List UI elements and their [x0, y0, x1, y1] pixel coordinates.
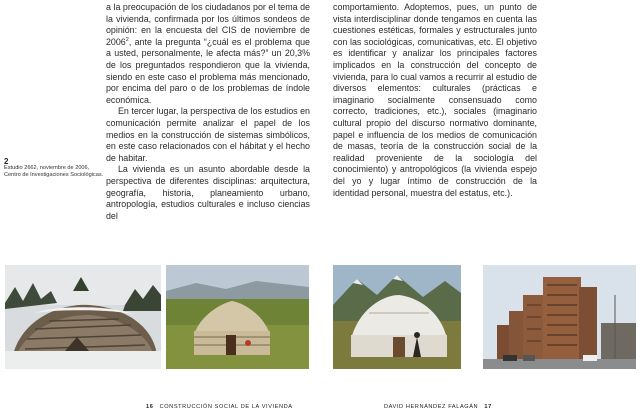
photo-apartment-blocks	[483, 265, 636, 369]
footnote-number: 2	[4, 157, 9, 166]
footer-right	[384, 404, 496, 410]
footnote-ref[interactable]: 2	[125, 36, 129, 43]
mountain-yurt-image	[333, 265, 461, 369]
paragraph-2: En tercer lugar, la perspectiva de los estudios en comunicación permite analizar el papel de los medios en la construcción de sistemas simbólicos, en este caso relacionados con el hábitat y el hecho de habitar.	[106, 106, 310, 163]
steppe-yurt-image	[166, 265, 309, 369]
page-number-right: 17	[484, 404, 492, 410]
photo-steppe-yurt	[166, 265, 309, 369]
paragraph-4: comportamiento. Adoptemos, pues, un punto de vista interdisciplinar donde tengamos en cuenta las cuestiones estéticas, formales y estructurales junto con las sociológicas, comunicativas, etc. El objetivo es identificar y analizar los principales factores implicados en la construcción del concepto de vivienda, para lo cual vamos a recurrir al estudio de diversos elementos: culturales (prácticas e imaginario socialmente consensuado como correcto, tradiciones, etc.), sociales (imaginario cultural propio del discurso normativo dominante, papel e influencia de los medios de comunicación de masas, teoría de la construcción social de la realidad proveniente de la sociología del conocimiento) y antropológicos (la vivienda espejo del yo y lugar íntimo de construcción de la identidad personal, muestra del estatus, etc.).	[333, 2, 537, 198]
snow-hut-image	[5, 265, 161, 369]
left-text-column	[106, 2, 310, 222]
right-text-column	[333, 2, 537, 199]
footer-left	[142, 404, 293, 410]
paragraph-1: a la preocupación de los ciudadanos por el tema de la vivienda, confirmada por los últimos sondeos de opinión: en la encuesta del CIS de noviembre de 2006$^2$, ante la pregunta “¿cuál es el problema que a usted, personalmente, le afecta más?” un 20,3% de los preguntados respondieron que la vivienda, siendo en este caso el problema más mencionado, por encima del paro o de los problemas de índole económica.	[106, 2, 310, 105]
page-number-left: 16	[146, 404, 154, 410]
apartment-blocks-image	[483, 265, 636, 369]
running-title: CONSTRUCCIÓN SOCIAL DE LA VIVIENDA	[159, 404, 293, 410]
running-author: DAVID HERNÁNDEZ FALAGÁN	[384, 404, 479, 410]
paragraph-3: La vivienda es un asunto abordable desde la perspectiva de diferentes disciplinas: arquitectura, geografía, historia, planeamiento urbano, antropología, estudios culturales e incluso ciencias del	[106, 164, 310, 221]
photo-mountain-yurt	[333, 265, 461, 369]
footnote-text: Estudio 2662, noviembre de 2006, Centro de Investigaciones Sociológicas.	[4, 165, 104, 178]
photo-snow-hut	[5, 265, 161, 369]
footnote	[4, 158, 104, 179]
